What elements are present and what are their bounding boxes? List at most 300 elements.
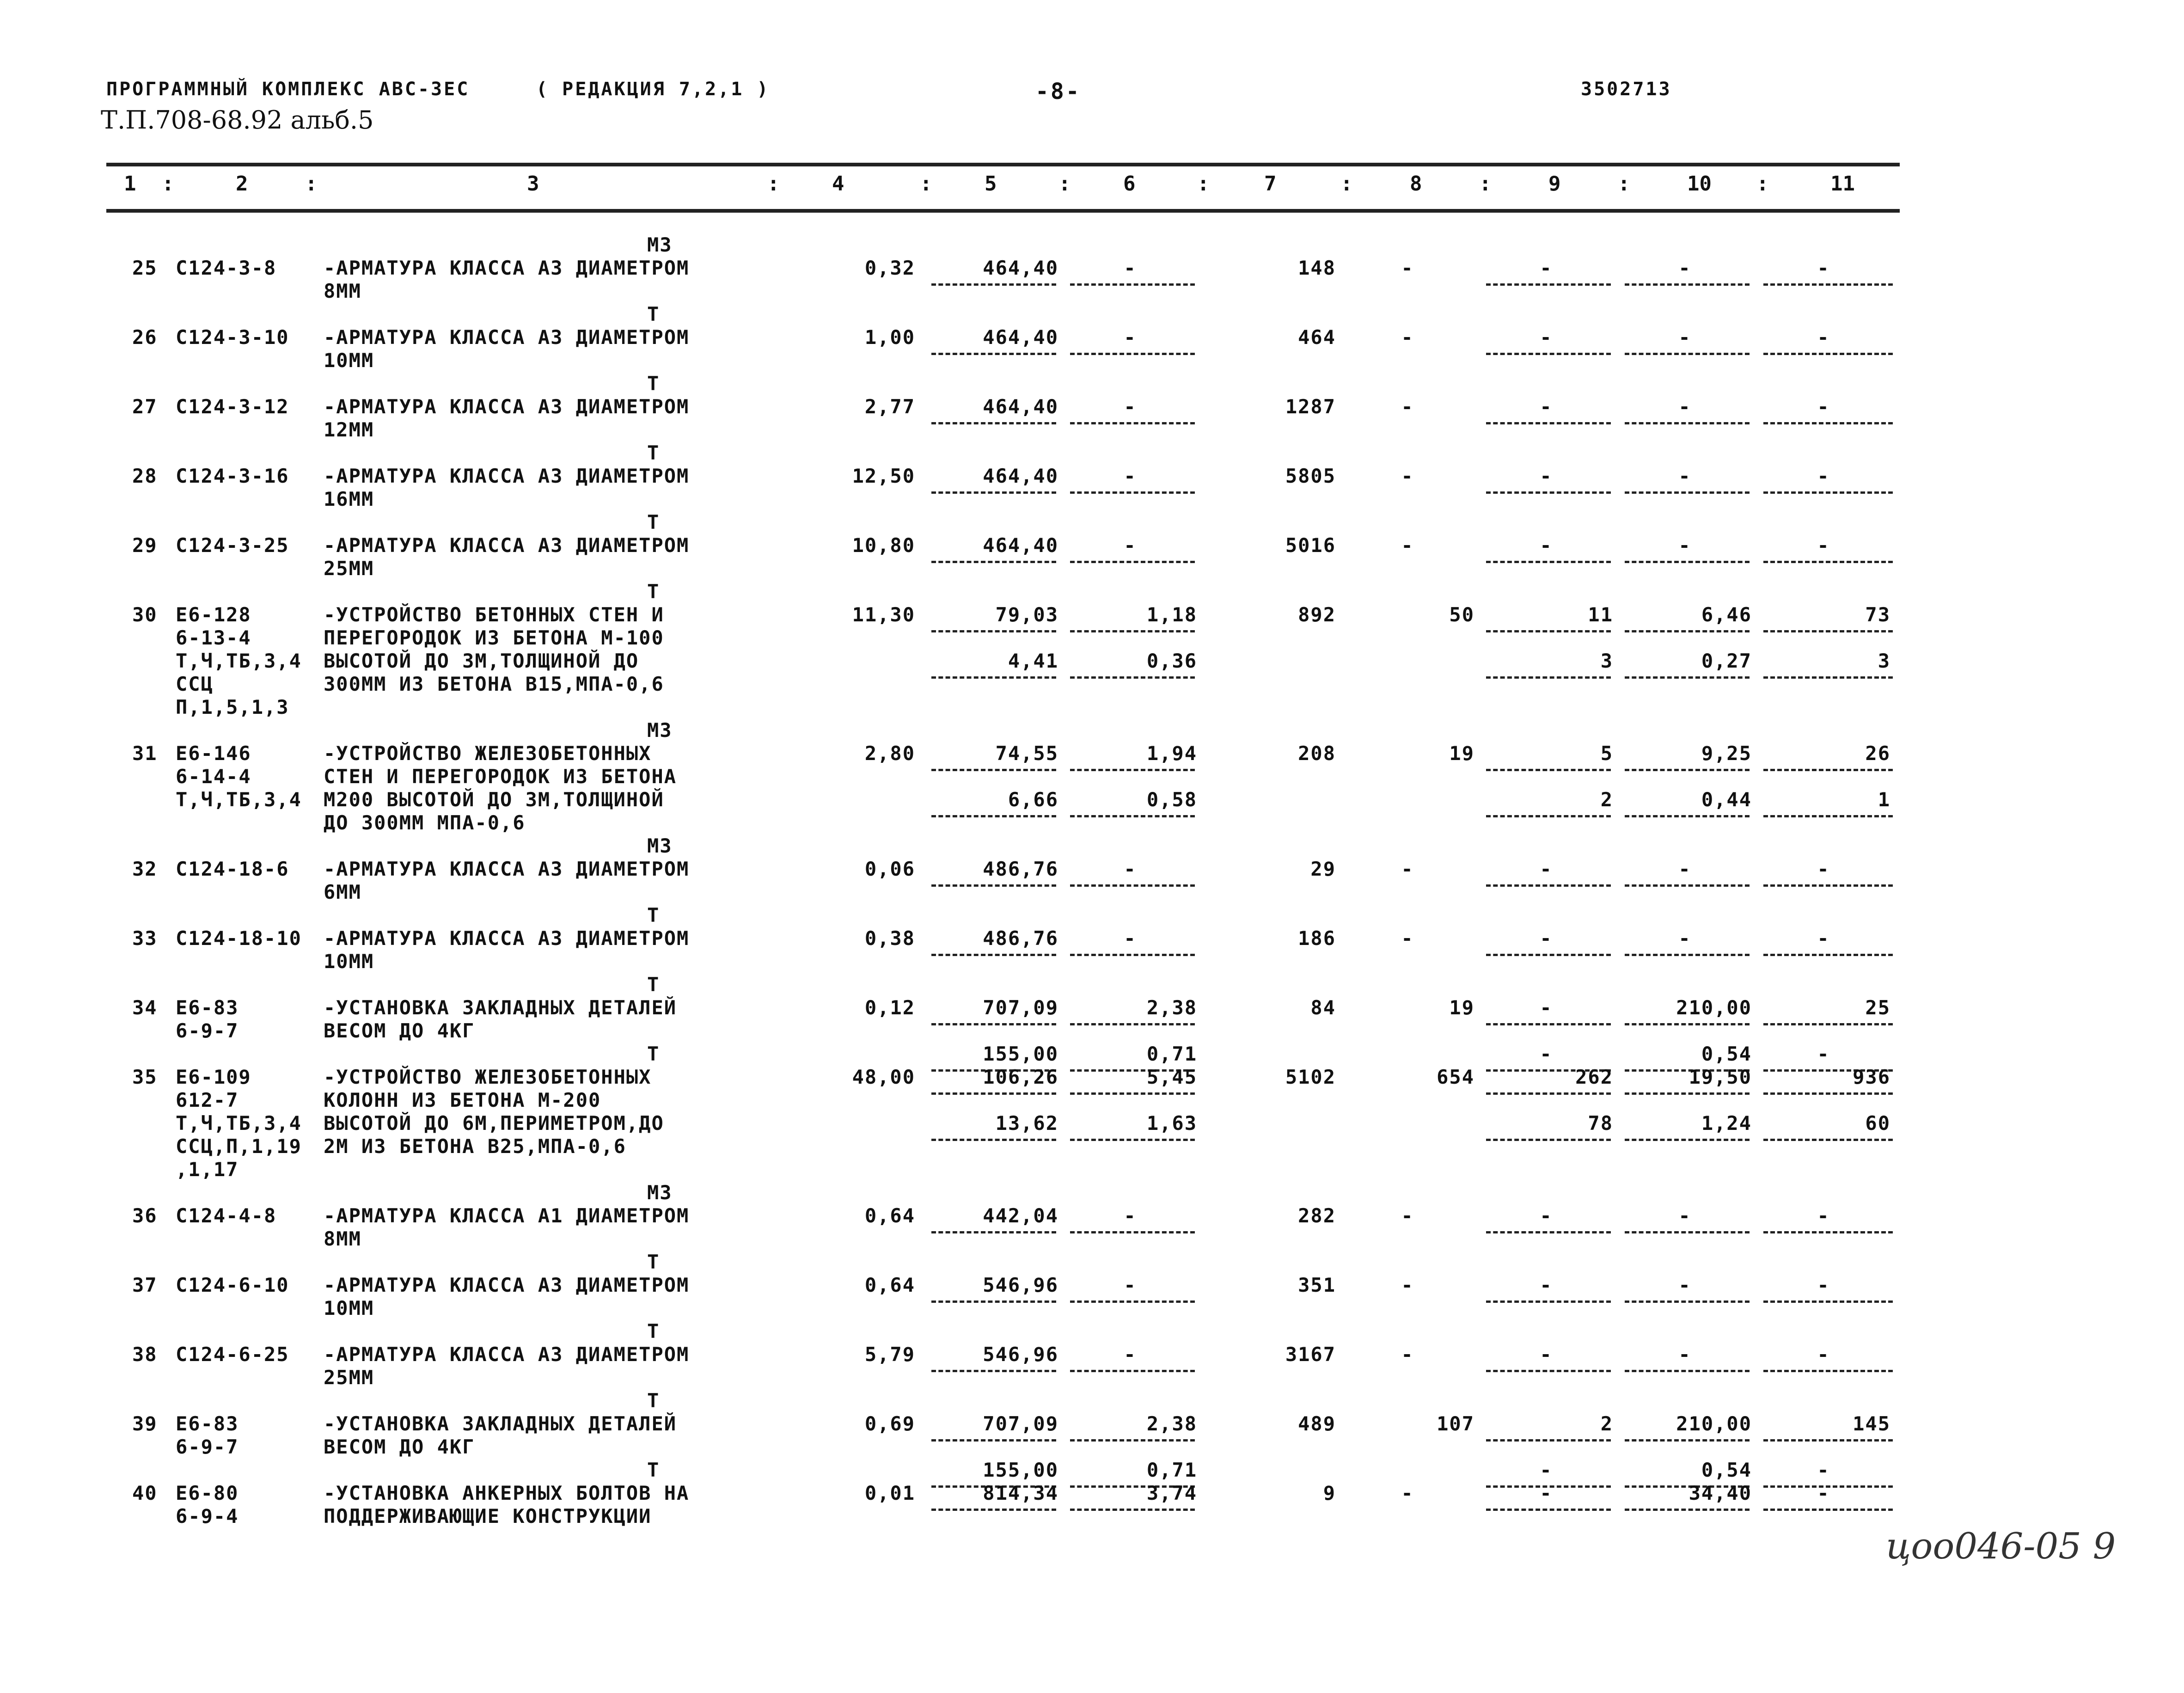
- cell-underline: [1625, 561, 1750, 563]
- column-header-9: 9: [1548, 172, 1561, 196]
- table-header-rule: [106, 209, 1900, 213]
- cell-underline: [1070, 815, 1195, 817]
- labor-wage-total-cell: -: [1817, 1459, 1830, 1481]
- labor-cell: -: [1678, 1204, 1691, 1227]
- row-number: 39: [132, 1412, 158, 1435]
- row-number: 32: [132, 858, 158, 880]
- quantity-cell: 0,32: [864, 257, 915, 279]
- labor-total-cell: -: [1817, 1482, 1830, 1504]
- column-separator: :: [1479, 172, 1492, 196]
- unit-label: Т: [647, 442, 660, 464]
- unit-cost-cell: 486,76: [983, 858, 1058, 880]
- rate-code: С124-3-10: [176, 326, 289, 349]
- cell-underline: [1763, 815, 1893, 817]
- unit-cost-cell: 464,40: [983, 326, 1058, 349]
- cell-underline: [1486, 769, 1611, 771]
- unit-label: Т: [647, 303, 660, 325]
- total-cost-cell: 9: [1323, 1482, 1336, 1504]
- total-cost-cell: 5016: [1285, 534, 1336, 557]
- work-description: -АРМАТУРА КЛАССА А3 ДИАМЕТРОМ: [324, 927, 690, 950]
- cell-underline: [1625, 769, 1750, 771]
- work-description: 25ММ: [324, 1366, 374, 1389]
- rate-code: С124-18-6: [176, 858, 289, 880]
- row-number: 25: [132, 257, 158, 279]
- work-description: -УСТАНОВКА ЗАКЛАДНЫХ ДЕТАЛЕЙ: [324, 996, 677, 1019]
- total-cost-cell: 5805: [1285, 465, 1336, 487]
- unit-wage-cell: 155,00: [983, 1043, 1058, 1065]
- machine-cost-cell: 5,45: [1146, 1066, 1197, 1088]
- machine-wage-cell: 0,71: [1146, 1043, 1197, 1065]
- machine-cost-cell: -: [1124, 395, 1137, 418]
- quantity-cell: 0,38: [864, 927, 915, 950]
- rate-code: Е6-128: [176, 603, 251, 626]
- work-description: -АРМАТУРА КЛАССА А3 ДИАМЕТРОМ: [324, 465, 690, 487]
- cell-underline: [1486, 1509, 1611, 1511]
- unit-cost-cell: 546,96: [983, 1274, 1058, 1296]
- cell-underline: [1763, 954, 1893, 956]
- labor-wage-total-cell: 3: [1878, 650, 1890, 672]
- cell-underline: [1625, 491, 1750, 494]
- document-subtitle: Т.П.708-68.92 альб.5: [101, 105, 374, 135]
- labor-cell: 210,00: [1676, 1412, 1752, 1435]
- machine-cost-cell: 3,74: [1146, 1482, 1197, 1504]
- labor-total-cell: -: [1817, 858, 1830, 880]
- row-number: 36: [132, 1204, 158, 1227]
- work-description: 6ММ: [324, 881, 361, 903]
- work-description: -УСТРОЙСТВО ЖЕЛЕЗОБЕТОННЫХ: [324, 1066, 652, 1088]
- labor-cell: -: [1678, 1343, 1691, 1366]
- work-description: -АРМАТУРА КЛАССА А3 ДИАМЕТРОМ: [324, 326, 690, 349]
- row-number: 37: [132, 1274, 158, 1296]
- labor-cell: 6,46: [1701, 603, 1752, 626]
- rate-code: Е6-83: [176, 1412, 239, 1435]
- cell-underline: [1763, 561, 1893, 563]
- work-description: -УСТРОЙСТВО ЖЕЛЕЗОБЕТОННЫХ: [324, 742, 652, 765]
- labor-wage-cell: 0,54: [1701, 1459, 1752, 1481]
- quantity-cell: 0,64: [864, 1274, 915, 1296]
- cell-underline: [1486, 283, 1611, 286]
- wages-cell: 50: [1449, 603, 1474, 626]
- column-separator: :: [1058, 172, 1071, 196]
- cell-underline: [1625, 1439, 1750, 1442]
- cell-underline: [1763, 1092, 1893, 1095]
- labor-total-cell: -: [1817, 465, 1830, 487]
- cell-underline: [1625, 1300, 1750, 1303]
- labor-cell: -: [1678, 257, 1691, 279]
- machine-cost-cell: 1,18: [1146, 603, 1197, 626]
- cell-underline: [1625, 954, 1750, 956]
- cell-underline: [1486, 1439, 1611, 1442]
- edition-label: ( РЕДАКЦИЯ 7,2,1 ): [536, 79, 770, 100]
- rate-code: Е6-83: [176, 996, 239, 1019]
- work-description: 10ММ: [324, 1297, 374, 1319]
- row-number: 28: [132, 465, 158, 487]
- cell-underline: [1070, 1300, 1195, 1303]
- cell-underline: [1070, 353, 1195, 355]
- unit-cost-cell: 442,04: [983, 1204, 1058, 1227]
- quantity-cell: 2,80: [864, 742, 915, 765]
- total-cost-cell: 29: [1310, 858, 1336, 880]
- program-title: ПРОГРАММНЫЙ КОМПЛЕКС АВС-ЗЕС: [106, 79, 470, 100]
- machine-total-cell: -: [1540, 1274, 1553, 1296]
- unit-label: Т: [647, 973, 660, 996]
- unit-cost-cell: 79,03: [995, 603, 1058, 626]
- quantity-cell: 48,00: [852, 1066, 915, 1088]
- cell-underline: [1070, 954, 1195, 956]
- rate-code: Е6-80: [176, 1482, 239, 1504]
- total-cost-cell: 464: [1298, 326, 1336, 349]
- machine-total-cell: 11: [1588, 603, 1613, 626]
- labor-wage-cell: 0,54: [1701, 1043, 1752, 1065]
- machine-wage-total-cell: -: [1540, 1043, 1553, 1065]
- rate-code: ,1,17: [176, 1158, 239, 1181]
- column-header-11: 11: [1830, 172, 1855, 196]
- machine-cost-cell: -: [1124, 858, 1137, 880]
- cell-underline: [931, 815, 1056, 817]
- unit-label: М3: [647, 233, 673, 256]
- row-number: 31: [132, 742, 158, 765]
- labor-total-cell: 25: [1865, 996, 1890, 1019]
- work-description: -АРМАТУРА КЛАССА А1 ДИАМЕТРОМ: [324, 1204, 690, 1227]
- labor-total-cell: -: [1817, 326, 1830, 349]
- machine-cost-cell: -: [1124, 1204, 1137, 1227]
- cell-underline: [1625, 1092, 1750, 1095]
- page-number: -8-: [1035, 79, 1081, 104]
- handwritten-archive-number: цоо046-05 9: [1886, 1526, 2116, 1567]
- cell-underline: [1763, 1300, 1893, 1303]
- cell-underline: [931, 769, 1056, 771]
- cell-underline: [1763, 491, 1893, 494]
- rate-code: Т,Ч,ТБ,3,4: [176, 1112, 302, 1135]
- cell-underline: [1486, 1092, 1611, 1095]
- machine-total-cell: -: [1540, 1482, 1553, 1504]
- rate-code: С124-3-16: [176, 465, 289, 487]
- cell-underline: [1070, 1509, 1195, 1511]
- machine-total-cell: -: [1540, 534, 1553, 557]
- total-cost-cell: 148: [1298, 257, 1336, 279]
- unit-cost-cell: 106,26: [983, 1066, 1058, 1088]
- machine-cost-cell: -: [1124, 465, 1137, 487]
- cell-underline: [1486, 1300, 1611, 1303]
- machine-cost-cell: -: [1124, 534, 1137, 557]
- machine-wage-total-cell: 2: [1600, 788, 1613, 811]
- labor-cell: -: [1678, 326, 1691, 349]
- machine-total-cell: 262: [1575, 1066, 1613, 1088]
- machine-cost-cell: -: [1124, 1343, 1137, 1366]
- work-description: -УСТАНОВКА ЗАКЛАДНЫХ ДЕТАЛЕЙ: [324, 1412, 677, 1435]
- row-number: 38: [132, 1343, 158, 1366]
- cell-underline: [1625, 283, 1750, 286]
- labor-total-cell: 73: [1865, 603, 1890, 626]
- column-separator: :: [1618, 172, 1630, 196]
- unit-wage-cell: 13,62: [995, 1112, 1058, 1135]
- unit-wage-cell: 6,66: [1008, 788, 1058, 811]
- cell-underline: [1625, 1509, 1750, 1511]
- quantity-cell: 0,06: [864, 858, 915, 880]
- machine-wage-cell: 0,36: [1146, 650, 1197, 672]
- cell-underline: [1486, 1231, 1611, 1233]
- quantity-cell: 1,00: [864, 326, 915, 349]
- labor-wage-cell: 0,27: [1701, 650, 1752, 672]
- work-description: -УСТРОЙСТВО БЕТОННЫХ СТЕН И: [324, 603, 664, 626]
- labor-cell: 9,25: [1701, 742, 1752, 765]
- wages-cell: -: [1401, 927, 1414, 950]
- machine-total-cell: 5: [1600, 742, 1613, 765]
- machine-cost-cell: -: [1124, 927, 1137, 950]
- machine-wage-cell: 1,63: [1146, 1112, 1197, 1135]
- work-description: ВЫСОТОЙ ДО 6М,ПЕРИМЕТРОМ,ДО: [324, 1112, 664, 1135]
- cell-underline: [1486, 630, 1611, 632]
- cell-underline: [1070, 422, 1195, 424]
- cell-underline: [931, 1092, 1056, 1095]
- work-description: 2М ИЗ БЕТОНА В25,МПА-0,6: [324, 1135, 626, 1158]
- cell-underline: [1070, 1231, 1195, 1233]
- wages-cell: 19: [1449, 996, 1474, 1019]
- machine-total-cell: 2: [1600, 1412, 1613, 1435]
- work-description: 10ММ: [324, 950, 374, 973]
- unit-cost-cell: 464,40: [983, 534, 1058, 557]
- rate-code: ССЦ: [176, 673, 214, 695]
- rate-code: П,1,5,1,3: [176, 696, 289, 718]
- cell-underline: [1070, 1139, 1195, 1141]
- cell-underline: [1070, 1023, 1195, 1025]
- cell-underline: [931, 1231, 1056, 1233]
- work-description: -АРМАТУРА КЛАССА А3 ДИАМЕТРОМ: [324, 1274, 690, 1296]
- total-cost-cell: 5102: [1285, 1066, 1336, 1088]
- column-header-7: 7: [1264, 172, 1277, 196]
- labor-cell: -: [1678, 858, 1691, 880]
- work-description: ДО 300ММ МПА-0,6: [324, 811, 526, 834]
- cell-underline: [1070, 630, 1195, 632]
- rate-code: 6-14-4: [176, 765, 251, 788]
- work-description: -УСТАНОВКА АНКЕРНЫХ БОЛТОВ НА: [324, 1482, 690, 1504]
- machine-wage-cell: 0,58: [1146, 788, 1197, 811]
- labor-total-cell: 936: [1853, 1066, 1890, 1088]
- wages-cell: -: [1401, 858, 1414, 880]
- wages-cell: -: [1401, 1482, 1414, 1504]
- cell-underline: [1763, 1231, 1893, 1233]
- unit-cost-cell: 464,40: [983, 395, 1058, 418]
- cell-underline: [931, 283, 1056, 286]
- work-description: -АРМАТУРА КЛАССА А3 ДИАМЕТРОМ: [324, 1343, 690, 1366]
- work-description: ПОДДЕРЖИВАЮЩИЕ КОНСТРУКЦИИ: [324, 1505, 652, 1527]
- column-separator: :: [162, 172, 174, 196]
- column-separator: :: [1340, 172, 1353, 196]
- rate-code: ССЦ,П,1,19: [176, 1135, 302, 1158]
- unit-cost-cell: 707,09: [983, 1412, 1058, 1435]
- labor-total-cell: -: [1817, 1204, 1830, 1227]
- labor-total-cell: 145: [1853, 1412, 1890, 1435]
- total-cost-cell: 84: [1310, 996, 1336, 1019]
- column-header-8: 8: [1410, 172, 1422, 196]
- wages-cell: -: [1401, 1274, 1414, 1296]
- column-header-5: 5: [985, 172, 997, 196]
- machine-cost-cell: -: [1124, 326, 1137, 349]
- machine-total-cell: -: [1540, 1343, 1553, 1366]
- labor-cell: -: [1678, 395, 1691, 418]
- machine-wage-total-cell: 3: [1600, 650, 1613, 672]
- cell-underline: [1486, 884, 1611, 887]
- unit-label: Т: [647, 511, 660, 534]
- quantity-cell: 0,01: [864, 1482, 915, 1504]
- cell-underline: [1070, 1439, 1195, 1442]
- rate-code: Т,Ч,ТБ,3,4: [176, 788, 302, 811]
- total-cost-cell: 208: [1298, 742, 1336, 765]
- unit-cost-cell: 546,96: [983, 1343, 1058, 1366]
- labor-cell: 210,00: [1676, 996, 1752, 1019]
- quantity-cell: 0,12: [864, 996, 915, 1019]
- cell-underline: [1070, 283, 1195, 286]
- labor-total-cell: -: [1817, 1343, 1830, 1366]
- column-header-10: 10: [1687, 172, 1712, 196]
- cell-underline: [1763, 353, 1893, 355]
- labor-wage-total-cell: -: [1817, 1043, 1830, 1065]
- total-cost-cell: 186: [1298, 927, 1336, 950]
- machine-cost-cell: 2,38: [1146, 1412, 1197, 1435]
- cell-underline: [931, 422, 1056, 424]
- cell-underline: [931, 676, 1056, 679]
- wages-cell: 654: [1437, 1066, 1474, 1088]
- quantity-cell: 2,77: [864, 395, 915, 418]
- work-description: 16ММ: [324, 488, 374, 510]
- row-number: 26: [132, 326, 158, 349]
- row-number: 40: [132, 1482, 158, 1504]
- cell-underline: [1486, 954, 1611, 956]
- document-code: 3502713: [1581, 79, 1672, 100]
- cell-underline: [1486, 422, 1611, 424]
- labor-total-cell: -: [1817, 257, 1830, 279]
- unit-wage-cell: 4,41: [1008, 650, 1058, 672]
- unit-wage-cell: 155,00: [983, 1459, 1058, 1481]
- machine-cost-cell: -: [1124, 257, 1137, 279]
- cell-underline: [1486, 1023, 1611, 1025]
- wages-cell: -: [1401, 1343, 1414, 1366]
- cell-underline: [1486, 1139, 1611, 1141]
- machine-wage-total-cell: -: [1540, 1459, 1553, 1481]
- cell-underline: [1625, 884, 1750, 887]
- row-number: 29: [132, 534, 158, 557]
- column-header-6: 6: [1123, 172, 1136, 196]
- machine-cost-cell: -: [1124, 1274, 1137, 1296]
- cell-underline: [931, 1300, 1056, 1303]
- wages-cell: -: [1401, 534, 1414, 557]
- row-number: 34: [132, 996, 158, 1019]
- quantity-cell: 11,30: [852, 603, 915, 626]
- cell-underline: [931, 1439, 1056, 1442]
- machine-total-cell: -: [1540, 326, 1553, 349]
- row-number: 33: [132, 927, 158, 950]
- rate-code: С124-4-8: [176, 1204, 277, 1227]
- unit-label: М3: [647, 834, 673, 857]
- work-description: 300ММ ИЗ БЕТОНА В15,МПА-0,6: [324, 673, 664, 695]
- cell-underline: [1763, 422, 1893, 424]
- work-description: -АРМАТУРА КЛАССА А3 ДИАМЕТРОМ: [324, 395, 690, 418]
- row-number: 35: [132, 1066, 158, 1088]
- wages-cell: -: [1401, 465, 1414, 487]
- cell-underline: [1070, 769, 1195, 771]
- machine-cost-cell: 1,94: [1146, 742, 1197, 765]
- machine-total-cell: -: [1540, 257, 1553, 279]
- labor-cell: -: [1678, 1274, 1691, 1296]
- cell-underline: [1625, 815, 1750, 817]
- machine-total-cell: -: [1540, 1204, 1553, 1227]
- cell-underline: [1486, 1370, 1611, 1372]
- machine-total-cell: -: [1540, 996, 1553, 1019]
- cell-underline: [1763, 1370, 1893, 1372]
- quantity-cell: 12,50: [852, 465, 915, 487]
- unit-cost-cell: 464,40: [983, 257, 1058, 279]
- work-description: М200 ВЫСОТОЙ ДО 3М,ТОЛЩИНОЙ: [324, 788, 664, 811]
- total-cost-cell: 351: [1298, 1274, 1336, 1296]
- cell-underline: [1763, 884, 1893, 887]
- unit-label: Т: [647, 1459, 660, 1481]
- labor-total-cell: 26: [1865, 742, 1890, 765]
- row-number: 30: [132, 603, 158, 626]
- cell-underline: [1625, 1139, 1750, 1141]
- rate-code: 6-9-4: [176, 1505, 239, 1527]
- column-separator: :: [1197, 172, 1210, 196]
- quantity-cell: 10,80: [852, 534, 915, 557]
- cell-underline: [931, 353, 1056, 355]
- cell-underline: [1763, 1509, 1893, 1511]
- cell-underline: [1070, 676, 1195, 679]
- cell-underline: [931, 1370, 1056, 1372]
- work-description: -АРМАТУРА КЛАССА А3 ДИАМЕТРОМ: [324, 534, 690, 557]
- wages-cell: -: [1401, 395, 1414, 418]
- quantity-cell: 0,64: [864, 1204, 915, 1227]
- cell-underline: [1625, 1023, 1750, 1025]
- work-description: КОЛОНН ИЗ БЕТОНА М-200: [324, 1089, 601, 1111]
- rate-code: С124-6-10: [176, 1274, 289, 1296]
- cell-underline: [931, 561, 1056, 563]
- machine-total-cell: -: [1540, 465, 1553, 487]
- table-top-rule: [106, 163, 1900, 166]
- unit-label: М3: [647, 719, 673, 742]
- machine-total-cell: -: [1540, 395, 1553, 418]
- rate-code: С124-3-12: [176, 395, 289, 418]
- cell-underline: [1070, 491, 1195, 494]
- column-separator: :: [305, 172, 318, 196]
- wages-cell: -: [1401, 1204, 1414, 1227]
- column-separator: :: [1756, 172, 1769, 196]
- rate-code: 6-9-7: [176, 1019, 239, 1042]
- work-description: 12ММ: [324, 418, 374, 441]
- labor-wage-total-cell: 60: [1865, 1112, 1890, 1135]
- unit-label: Т: [647, 372, 660, 395]
- cell-underline: [1763, 769, 1893, 771]
- rate-code: Е6-146: [176, 742, 251, 765]
- unit-label: Т: [647, 1043, 660, 1065]
- cell-underline: [931, 954, 1056, 956]
- quantity-cell: 5,79: [864, 1343, 915, 1366]
- labor-total-cell: -: [1817, 927, 1830, 950]
- rate-code: 612-7: [176, 1089, 239, 1111]
- wages-cell: -: [1401, 257, 1414, 279]
- wages-cell: 19: [1449, 742, 1474, 765]
- row-number: 27: [132, 395, 158, 418]
- machine-wage-total-cell: 78: [1588, 1112, 1613, 1135]
- total-cost-cell: 3167: [1285, 1343, 1336, 1366]
- cell-underline: [931, 884, 1056, 887]
- machine-wage-cell: 0,71: [1146, 1459, 1197, 1481]
- rate-code: С124-3-25: [176, 534, 289, 557]
- work-description: ВЫСОТОЙ ДО 3М,ТОЛЩИНОЙ ДО: [324, 650, 639, 672]
- labor-cell: -: [1678, 927, 1691, 950]
- machine-total-cell: -: [1540, 858, 1553, 880]
- work-description: ВЕСОМ ДО 4КГ: [324, 1435, 475, 1458]
- labor-cell: -: [1678, 465, 1691, 487]
- column-separator: :: [767, 172, 780, 196]
